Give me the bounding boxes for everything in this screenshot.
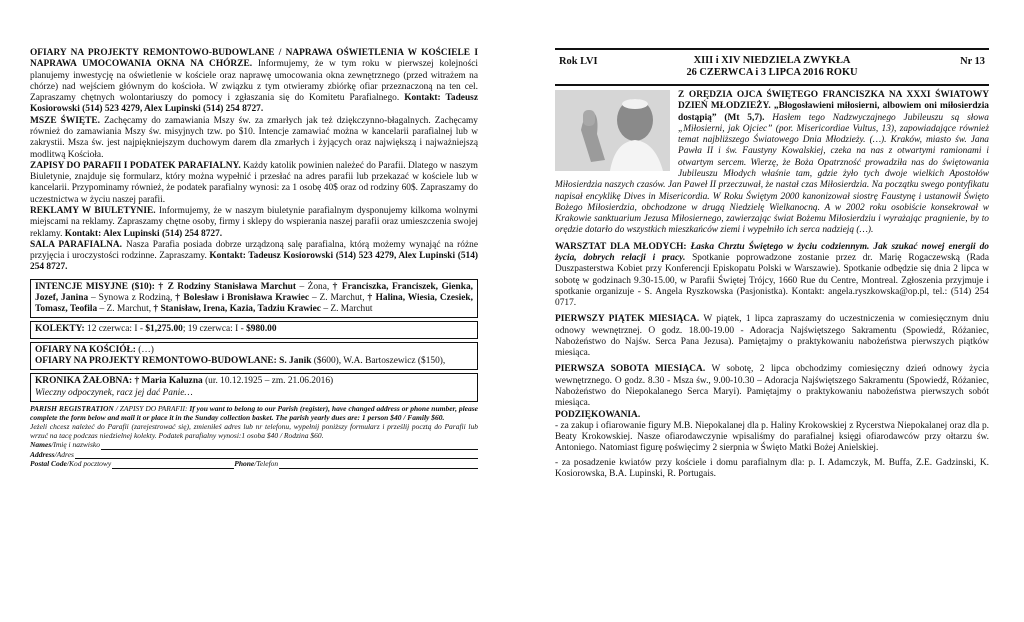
bulletin-date: 26 CZERWCA i 3 LIPCA 2016 ROKU	[686, 67, 858, 79]
left-column	[30, 48, 478, 469]
names-field[interactable]: Names/Imię i nazwisko	[30, 440, 478, 449]
thanks-heading: PODZIĘKOWANIA.	[555, 409, 641, 420]
bulletin-title: XIII i XIV NIEDZIELA ZWYKŁA	[693, 55, 851, 66]
bulletin-year: Rok LVI	[559, 56, 598, 67]
youth-workshop: WARSZTAT DLA MŁODYCH: Łaska Chrztu Świętego w życiu codziennym. Jak szukać nowej energii do życia, dobrych relacji i pracy. Spotkanie poprowadzone zostanie przez dr. Marię Rogaczewską (Rada Duszpasterstwa Kobiet przy Konferencji Episkopatu Polski w Warszawie). Spotkanie odbędzie się dnia 2 lipca w sobotę w godzinach 9.30-15.00, w Parafii Świętej Trójcy, 1660 Rue du Centre, Montreal. Zgłoszenia przyjmuje i spotkanie organizuje - S. Angela Ryszkowska (Pasjonistka). Kontakt: angela.ryszkowska@op.pl, tel.: (514) 254 0717.	[555, 241, 990, 309]
postal-phone-field[interactable]: Postal Code/Kod pocztowy Phone/Telefon	[30, 459, 478, 468]
renovation-heading: OFIARY NA PROJEKTY REMONTOWO-BUDOWLANE / NAPRAWA OŚWIETLENIA W KOŚCIELE I NAPRAWA UMOCOWANIA OKNA NA CHÓRZE.	[30, 48, 478, 70]
collections-box: KOLEKTY: 12 czerwca: I - $1,275.00; 19 czerwca: I - $980.00	[30, 321, 478, 338]
masses-heading: MSZE ŚWIĘTE.	[30, 115, 100, 126]
ads-notice: REKLAMY W BIULETYNIE. Informujemy, że w naszym biuletynie parafialnym dysponujemy kilkoma wolnymi miejscami na reklamy. Zapraszamy chętne osoby, firmy i sklepy do wspierania naszej parafii oraz umieszczenia swojej reklamy. Kontakt: Alex Lupinski (514) 254 8727.	[30, 205, 478, 239]
hall-notice: SALA PARAFIALNA. Nasza Parafia posiada dobrze urządzoną salę parafialna, którą możemy wynająć na różne przyjęcia i uroczystości rodzinne. Zapraszamy. Kontakt: Tadeusz Kosiorowski (514) 523 4279, Alex Lupinski (514) 254 8727.	[30, 239, 478, 273]
pope-photo	[555, 90, 670, 171]
thanks-statue: - za zakup i ofiarowanie figury M.B. Niepokalanej dla p. Haliny Krokowskiej z Rycerstwa Niepokalanej oraz dla p. Beaty Krokowskiej. Nasze ofiarodawczynie wpisaliśmy do parafialnej księgi ofiarodawców przy ołtarzu św. Antoniego. Natomiast figurę poświęcimy 2 sierpnia w Święto Matki Bożej Anielskiej.	[555, 420, 989, 454]
pope-message: Z ORĘDZIA OJCA ŚWIĘTEGO FRANCISZKA NA XXXI ŚWIATOWY DZIEŃ MŁODZIEŻY. „Błogosławieni miłosierni, albowiem oni miłosierdzia dostąpią” (Mt 5,7). Hasłem tego Nadzwyczajnego Jubileuszu są słowa „Miłosierni, jak Ojciec” (por. Misericordiae Vultus, 13), zapowiadające również temat najbliższego Światowego Dnia Młodzieży. (…). Kraków, miasto św. Jana Pawła II i św. Faustyny Kowalskiej, czeka na nas z otwartymi ramionami i otwartym sercem. Wierzę, że Boża Opatrzność prowadziła nas do świętowania Jubileuszu Młodych właśnie tam, gdzie żyło tych dwoje wielkich Apostołów Miłosierdzia naszych czasów. Jan Paweł II przeczuwał, że nastał czas Miłosierdzia. Na początku swego pontyfikatu napisał encyklikę Dives in Misericordia. W Roku Świętym 2000 kanonizował siostrę Faustynę i ustanowił Święto Bożego Miłosierdzia, obchodzone w drugą Niedzielę Wielkanocną. A w 2002 roku osobiście konsekrował w Krakowie sanktuarium Jezusa Miłosiernego, zawierzając świat Bożemu Miłosierdziu i wyrażając pragnienie, by to orędzie dotarło do wszystkich mieszkańców ziemi i wypełniło ich serca nadzieją (…).	[555, 90, 989, 236]
thanks-flowers: - za posadzenie kwiatów przy kościele i domu parafialnym dla: p. I. Adamczyk, M. Buffa, Z.E. Gadzinski, K. Kosiorowska, B.A. Lupinski, R. Portugais.	[555, 457, 989, 479]
registration-heading: ZAPISY DO PARAFII I PODATEK PARAFIALNY.	[30, 160, 241, 171]
first-friday: PIERWSZY PIĄTEK MIESIĄCA. W piątek, 1 lipca zapraszamy do uczestniczenia w comiesięcznym dniu odnowy wewnętrznej. O godz. 18.00-19.00 - Adoracja Najświętszego Sakramentu (Spowiedź, Różaniec, Nabożeństwo do Najśw. Serca Pana Jezusa). Pamiętajmy o praktykowaniu nabożeństwa pierwszych piątków miesiąca.	[555, 314, 989, 359]
address-field[interactable]: Address/Adres	[30, 450, 478, 459]
obituary-box: KRONIKA ŻAŁOBNA: † Maria Kaluzna (ur. 10.12.1925 – zm. 21.06.2016) Wieczny odpoczynek, racz jej dać Panie…	[30, 373, 478, 402]
hall-contact: Kontakt: Tadeusz Kosiorowski (514) 523 4279, Alex Lupinski (514) 254 8727.	[30, 251, 478, 273]
hall-heading: SALA PARAFIALNA.	[30, 239, 123, 250]
first-saturday: PIERWSZA SOBOTA MIESIĄCA. W sobotę, 2 lipca obchodzimy comiesięczny dzień odnowy życia wewnętrznego. O godz. 8.30 - Msza św., 9.00-10.30 – Adoracja Najświętszego Sakramentu (Spowiedź, Różaniec, Nabożeństwo do Niepokalanego Serca Maryi). Pamiętajmy o praktykowaniu nabożeństwa pierwszych sobót miesiąca.	[555, 364, 989, 409]
right-column	[555, 48, 989, 480]
ads-heading: REKLAMY W BIULETYNIE.	[30, 205, 156, 216]
registration-form: PARISH REGISTRATION / ZAPISY DO PARAFII: If you want to belong to our Parish (register), have changed address or phone number, please complete the form below and mail it or place it in the Sunday collection basket. The parish yearly dues are: 1 person $40 / Family $60. Jeżeli chcesz należeć do Parafii (zarejestrować się), zmieniłeś adres lub nr telefonu, wypełnij poniższy formularz i prześlij pocztą do Parafii lub wrzuć na tacę podczas niedzielnej kolekty. Podatek parafialny wynosi:1 osoba $40 / Rodzina $60.	[30, 403, 478, 441]
renovation-contact: Kontakt: Tadeusz Kosiorowski (514) 523 4279, Alex Lupinski (514) 254 8727.	[30, 93, 478, 115]
bulletin-header	[555, 48, 989, 86]
bulletin-number: Nr 13	[960, 56, 985, 67]
registration-notice: ZAPISY DO PARAFII I PODATEK PARAFIALNY. Każdy katolik powinien należeć do Parafii. Dlatego w naszym Biuletynie, znajduje się formularz, który można wypełnić i przesłać na adres parafii lub przekazać w kościele lub w kancelarii. Przypominamy również, że podatek parafialny wynosi: za 1 osobę 40$ oraz od rodziny 60$. Zapraszamy do uczestnictwa w życiu naszej parafii.	[30, 160, 478, 205]
offerings-box: OFIARY NA KOŚCIÓŁ: (…) OFIARY NA PROJEKTY REMONTOWO-BUDOWLANE: S. Janik ($600), W.A. Bartoszewicz ($150),	[30, 342, 478, 371]
mission-intentions-box: INTENCJE MISYJNE ($10): † Z Rodziny Stanisława Marchut – Żona, † Franciszka, Franciszek, Gienka, Jozef, Janina – Synowa z Rodziną, † Bolesław i Bronisława Krawiec – Z. Marchut, † Halina, Wiesia, Czesiek, Tomasz, Teofila – Z. Marchut, † Stanisław, Irena, Kazia, Tadziu Krawiec – Z. Marchut	[30, 279, 478, 319]
masses-notice: MSZE ŚWIĘTE. Zachęcamy do zamawiania Mszy św. za zmarłych jak też dziękczynno-błagalnych. Zachęcamy również do zamawiania Mszy św. misyjnych tzw. po $10. Intencje zamawiać można w kancelarii parafialnej lub w zakrystii. Msza św. jest najpiękniejszym duchowym darem dla zmarłych i żyjących oraz największą i najważniejszą modlitwą Kościoła.	[30, 115, 478, 160]
ads-contact: Kontakt: Alex Lupinski (514) 254 8727.	[64, 228, 223, 239]
renovation-notice: OFIARY NA PROJEKTY REMONTOWO-BUDOWLANE / NAPRAWA OŚWIETLENIA W KOŚCIELE I NAPRAWA UMOCOWANIA OKNA NA CHÓRZE. Informujemy, że w tym roku w pierwszej kolejności planujemy inwestycję na oświetlenie w kościele oraz naprawę umocowania okna zewnętrznego (przed witrażem na chórze) nad wejściem głównym do kościoła. W związku z tym otwieramy zbiórkę ofiar przeznaczoną na ten cel. Zapraszamy chętnych wolontariuszy do pomocy i zgłaszania się do Komitetu Parafialnego. Kontakt: Tadeusz Kosiorowski (514) 523 4279, Alex Lupinski (514) 254 8727.	[30, 48, 478, 115]
